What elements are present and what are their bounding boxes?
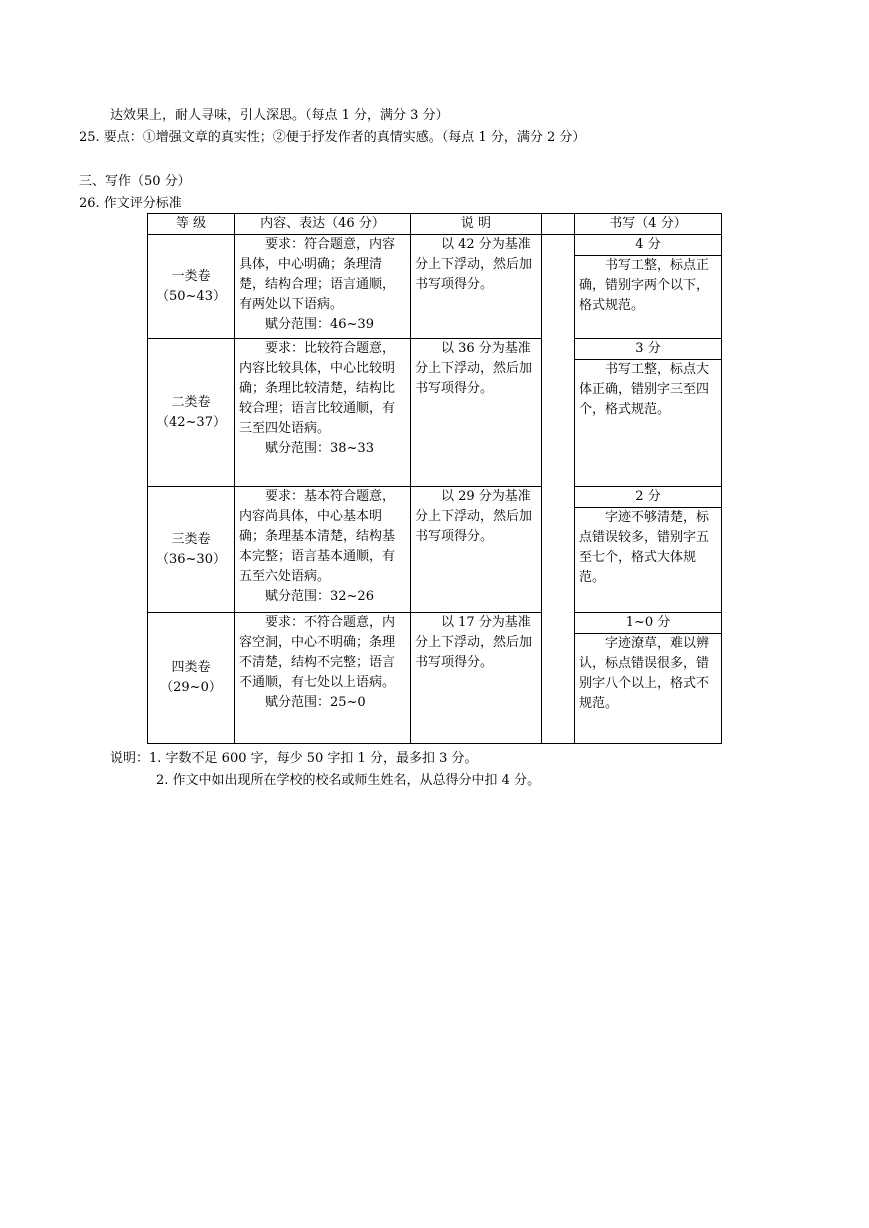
rubric-row-2 <box>148 339 722 487</box>
content-requirement: 要求：不符合题意，内容空洞，中心不明确；条理不清楚，结构不完整；语言不通顺，有七处以上语病。 <box>239 615 396 690</box>
header-blank <box>542 214 575 235</box>
level-cell <box>148 613 235 744</box>
content-cell <box>235 613 411 744</box>
header-writing: 书写（4 分） <box>575 214 722 235</box>
writing-score: 2 分 <box>575 487 721 508</box>
writing-score: 4 分 <box>575 235 721 256</box>
content-score-range: 赋分范围：38~33 <box>265 441 374 456</box>
content-cell <box>235 235 411 339</box>
level-name: 三类卷 <box>171 531 211 547</box>
content-requirement: 要求：比较符合题意，内容比较具体，中心比较明确；条理比较清楚，结构比较合理；语言比较通顺，有三至四处语病。 <box>239 341 396 436</box>
content-score-range: 赋分范围：25~0 <box>265 695 366 710</box>
note-cell: 以 29 分为基准分上下浮动，然后加书写项得分。 <box>411 487 542 613</box>
writing-cell <box>575 235 722 339</box>
level-name: 二类卷 <box>171 394 211 410</box>
rubric-row-3 <box>148 487 722 613</box>
note-cell: 以 36 分为基准分上下浮动，然后加书写项得分。 <box>411 339 542 487</box>
rubric-row-4 <box>148 613 722 744</box>
level-cell <box>148 235 235 339</box>
rubric-header-row <box>148 214 722 235</box>
level-cell <box>148 339 235 487</box>
content-requirement: 要求：符合题意，内容具体，中心明确；条理清楚，结构合理；语言通顺，有两处以下语病。 <box>239 237 396 312</box>
writing-description: 字迹不够清楚，标点错误较多，错别字五至七个，格式大体规范。 <box>579 510 710 585</box>
writing-cell <box>575 339 722 487</box>
writing-cell <box>575 613 722 744</box>
level-cell <box>148 487 235 613</box>
rubric-row-1 <box>148 235 722 339</box>
content-score-range: 赋分范围：46~39 <box>265 317 374 332</box>
footnote-1: 说明：1. 字数不足 600 字，每少 50 字扣 1 分，最多扣 3 分。 <box>110 751 478 766</box>
level-range: （36~30） <box>156 551 226 567</box>
note-cell: 以 42 分为基准分上下浮动，然后加书写项得分。 <box>411 235 542 339</box>
content-requirement: 要求：基本符合题意，内容尚具体，中心基本明确；条理基本清楚，结构基本完整；语言基本通顺，有五至六处语病。 <box>239 489 396 584</box>
level-range: （29~0） <box>160 680 222 695</box>
intro-line-1: 达效果上，耐人寻味，引人深思。（每点 1 分，满分 3 分） <box>110 108 449 123</box>
level-range: （50~43） <box>156 288 226 304</box>
question-26-title: 26. 作文评分标准 <box>79 196 182 211</box>
content-cell <box>235 487 411 613</box>
content-cell <box>235 339 411 487</box>
blank-column <box>542 235 575 744</box>
writing-description: 书写工整，标点大体正确，错别字三至四个，格式规范。 <box>579 362 710 417</box>
essay-rubric-table <box>147 213 722 744</box>
writing-score: 3 分 <box>575 339 721 360</box>
writing-score: 1~0 分 <box>575 613 721 634</box>
note-cell: 以 17 分为基准分上下浮动，然后加书写项得分。 <box>411 613 542 744</box>
writing-description: 书写工整，标点正确，错别字两个以下，格式规范。 <box>579 258 710 313</box>
level-name: 一类卷 <box>171 268 211 284</box>
header-content: 内容、表达（46 分） <box>235 214 411 235</box>
level-range: （42~37） <box>156 414 226 430</box>
writing-description: 字迹潦草，难以辨认，标点错误很多，错别字八个以上，格式不规范。 <box>579 636 710 711</box>
writing-cell <box>575 487 722 613</box>
content-score-range: 赋分范围：32~26 <box>265 589 374 604</box>
level-name: 四类卷 <box>171 660 211 675</box>
header-note: 说 明 <box>411 214 542 235</box>
footnote-2: 2. 作文中如出现所在学校的校名或师生姓名，从总得分中扣 4 分。 <box>156 773 541 788</box>
header-level: 等 级 <box>148 214 235 235</box>
answer-25: 25. 要点：①增强文章的真实性；②便于抒发作者的真情实感。（每点 1 分，满分 2 分） <box>79 130 586 145</box>
section-title: 三、写作（50 分） <box>79 174 191 189</box>
